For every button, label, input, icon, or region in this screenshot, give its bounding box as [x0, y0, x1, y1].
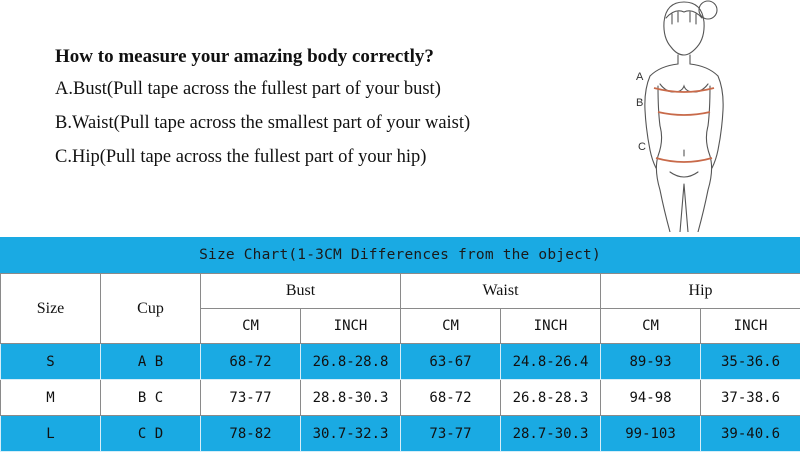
header-hip: Hip — [601, 274, 800, 309]
size-chart — [0, 237, 800, 464]
header-bust: Bust — [201, 274, 401, 309]
woman-silhouette-illustration — [600, 0, 760, 232]
table-row — [1, 416, 800, 452]
cell-bust-inch: 26.8-28.8 — [301, 344, 401, 380]
cell-waist-cm: 73-77 — [401, 416, 501, 452]
cell-cup: B C — [101, 380, 201, 416]
cell-hip-cm: 89-93 — [601, 344, 701, 380]
unit-waist-inch: INCH — [501, 309, 601, 344]
bust-tape-line — [654, 88, 714, 92]
cell-hip-inch: 37-38.6 — [701, 380, 800, 416]
cell-bust-cm: 78-82 — [201, 416, 301, 452]
underbust-tape-line — [658, 112, 710, 115]
header-size: Size — [1, 274, 101, 344]
cell-size: L — [1, 416, 101, 452]
cell-cup: A B — [101, 344, 201, 380]
cell-bust-inch: 28.8-30.3 — [301, 380, 401, 416]
cell-waist-inch: 28.7-30.3 — [501, 416, 601, 452]
cell-bust-inch: 30.7-32.3 — [301, 416, 401, 452]
cell-hip-cm: 99-103 — [601, 416, 701, 452]
table-header-row — [1, 274, 800, 309]
instruction-waist: B.Waist(Pull tape across the smallest part of your waist) — [55, 113, 471, 133]
cell-waist-inch: 26.8-28.3 — [501, 380, 601, 416]
unit-waist-cm: CM — [401, 309, 501, 344]
figure-label-c: C — [638, 141, 646, 153]
cell-waist-inch: 24.8-26.4 — [501, 344, 601, 380]
cell-size: M — [1, 380, 101, 416]
table-row — [1, 380, 800, 416]
body-measurement-figure — [600, 0, 760, 232]
cell-waist-cm: 63-67 — [401, 344, 501, 380]
unit-bust-cm: CM — [201, 309, 301, 344]
measure-instructions — [55, 44, 615, 180]
figure-label-a: A — [636, 71, 644, 83]
header-waist: Waist — [401, 274, 601, 309]
unit-hip-inch: INCH — [701, 309, 800, 344]
cell-cup: C D — [101, 416, 201, 452]
cell-waist-cm: 68-72 — [401, 380, 501, 416]
size-chart-table — [0, 273, 800, 452]
instruction-hip: C.Hip(Pull tape across the fullest part of your hip) — [55, 147, 427, 167]
hip-tape-line — [656, 158, 712, 162]
unit-hip-cm: CM — [601, 309, 701, 344]
unit-bust-inch: INCH — [301, 309, 401, 344]
instructions-title: How to measure your amazing body correctly? — [55, 46, 434, 67]
cell-bust-cm: 73-77 — [201, 380, 301, 416]
table-row — [1, 344, 800, 380]
size-chart-title: Size Chart(1-3CM Differences from the object) — [0, 237, 800, 273]
cell-hip-cm: 94-98 — [601, 380, 701, 416]
figure-label-b: B — [636, 97, 644, 109]
cell-hip-inch: 39-40.6 — [701, 416, 800, 452]
cell-size: S — [1, 344, 101, 380]
header-cup: Cup — [101, 274, 201, 344]
instruction-bust: A.Bust(Pull tape across the fullest part of your bust) — [55, 79, 441, 99]
cell-hip-inch: 35-36.6 — [701, 344, 800, 380]
cell-bust-cm: 68-72 — [201, 344, 301, 380]
